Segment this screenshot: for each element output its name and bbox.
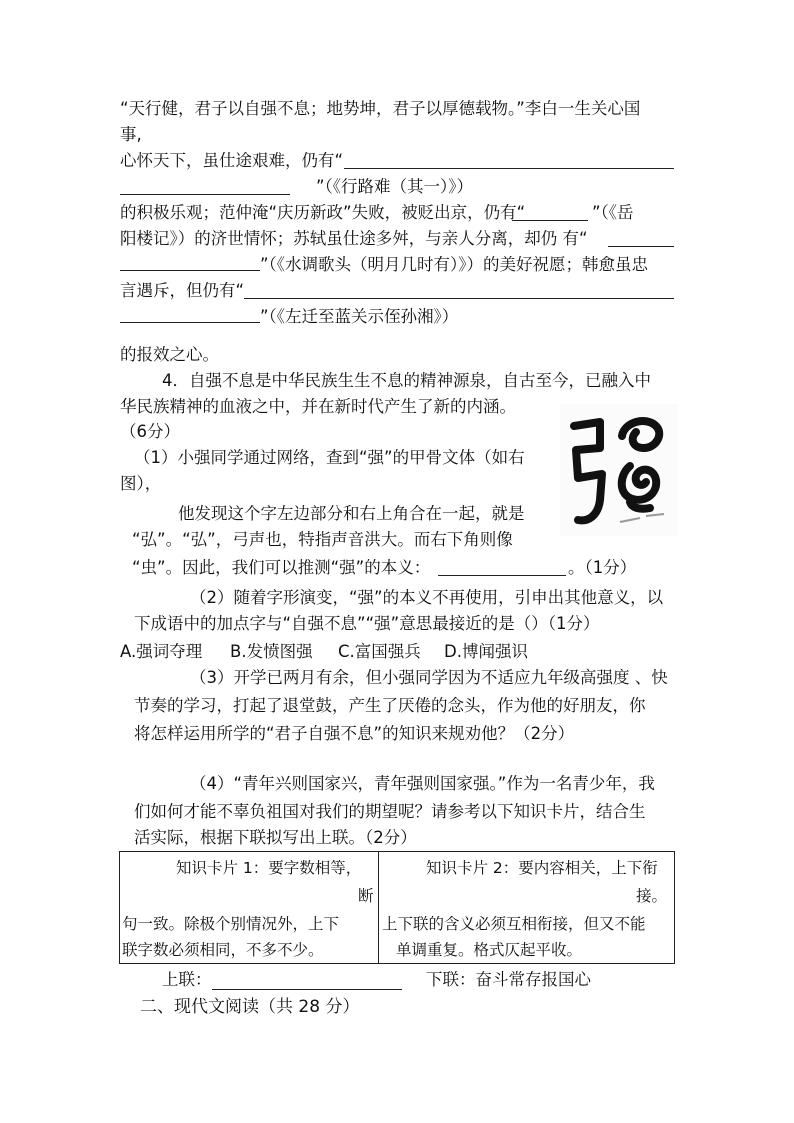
q3-line-2: 事, <box>120 125 142 144</box>
q3-line-1: “天行健，君子以自强不息；地势坤，君子以厚德载物。”李白一生关心国 <box>120 99 641 118</box>
answer-blank-han-yu-2[interactable] <box>120 322 260 323</box>
q4-part3-line-2: 节奏的学习，打起了退堂鼓，产生了厌倦的念头，作为他的好朋友，你 <box>134 696 646 715</box>
answer-blank-su-shi-2[interactable] <box>120 270 260 271</box>
card2-line-4: 单调重复。格式仄起平收。 <box>396 941 583 959</box>
q3-line-6: 阳楼记》）的济世情怀；苏轼虽仕途多舛，与亲人分离，却仍 有“ <box>120 229 588 248</box>
q4-part3-line-3: 将怎样运用所学的“君子自强不息”的知识来规劝他？（2分） <box>134 724 575 743</box>
q4-intro-line-2: 华民族精神的血液之中，并在新时代产生了新的内涵。 <box>120 397 516 416</box>
q3-line-4-tail: ”（《行路难（其一）》） <box>316 177 474 196</box>
answer-blank-li-bai-2[interactable] <box>120 194 290 195</box>
q4-part2-line-2: 下成语中的加点字与“自强不息”“强”意思最接近的是（）（1分） <box>134 614 600 633</box>
q4-part1-score: 。（1分） <box>568 558 637 577</box>
q4-part4-line-2: 们如何才能不辜负祖国对我们的期望呢？请参考以下知识卡片，结合生 <box>134 802 646 821</box>
q4-part3-line-1: （3）开学已两月有余，但小强同学因为不适应九年级高强度 、快 <box>190 668 668 687</box>
q4-part1-line-5: “虫”。因此，我们可以推测“强”的本义： <box>132 558 431 577</box>
q3-line-9-tail: ”（《左迁至蓝关示侄孙湘》） <box>260 307 459 326</box>
card2-line-2: 接。 <box>636 887 668 905</box>
card1-line-4: 联字数必须相同，不多不少。 <box>122 941 324 959</box>
q4-intro-line-1: 4．自强不息是中华民族生生不息的精神源泉，自古至今，已融入中 <box>162 371 651 390</box>
q3-line-5-tail: ”（《岳 <box>592 203 634 222</box>
option-c[interactable]: C.富国强兵 <box>338 642 421 661</box>
q3-line-10: 的报效之心。 <box>120 345 219 364</box>
upper-couplet-label: 上联： <box>162 970 212 989</box>
q3-line-8: 言遇斥，但仍有“ <box>120 281 245 300</box>
option-d[interactable]: D.博闻强识 <box>444 642 528 661</box>
answer-blank-fan-zhongyan[interactable] <box>512 220 588 221</box>
option-b[interactable]: B.发愤图强 <box>230 642 313 661</box>
card1-line-2: 断 <box>358 887 374 905</box>
answer-blank-su-shi-1[interactable] <box>608 246 674 247</box>
answer-blank-li-bai-1[interactable] <box>344 168 674 169</box>
q4-part1-line-3: 他发现这个字左边部分和右上角合在一起，就是 <box>178 504 525 523</box>
card1-line-1: 知识卡片 1：要字数相等， <box>176 859 362 877</box>
q4-part1-line-4: “弘”。“弘”，弓声也，特指声音洪大。而右下角则像 <box>132 530 513 549</box>
card1-line-3: 句一致。除极个别情况外，上下 <box>122 915 340 933</box>
q4-part4-line-3: 活实际，根据下联拟写出上联。（2分） <box>134 828 417 847</box>
lower-couplet-text: 下联：奋斗常存报国心 <box>426 970 591 989</box>
oracle-bone-character-image <box>560 404 678 536</box>
q4-part1-line-2: 图）， <box>120 474 162 493</box>
q3-line-3: 心怀天下，虽仕途艰难，仍有“ <box>120 151 344 170</box>
card2-line-1: 知识卡片 2：要内容相关，上下衔 <box>426 859 658 877</box>
q4-score: （6分） <box>120 422 180 441</box>
option-a[interactable]: A.强词夺理 <box>120 642 203 661</box>
answer-blank-upper-couplet[interactable] <box>212 989 402 990</box>
q4-part2-line-1: （2）随着字形演变，“强”的本义不再使用，引申出其他意义，以 <box>190 588 664 607</box>
q3-line-7-tail: ”（《水调歌头（明月几时有）》）的美好祝愿；韩愈虽忠 <box>260 255 649 274</box>
card2-line-3: 上下联的含义必须互相衔接，但又不能 <box>382 915 646 933</box>
q4-part1-line-1: （1）小强同学通过网络，查到“强”的甲骨文体（如右 <box>134 448 525 467</box>
answer-blank-han-yu-1[interactable] <box>244 298 674 299</box>
table-divider <box>378 852 379 963</box>
q4-part4-line-1: （4）“青年兴则国家兴，青年强则国家强。”作为一名青少年，我 <box>190 774 655 793</box>
section-2-title: 二、现代文阅读（共 28 分） <box>140 997 360 1017</box>
q3-line-5: 的积极乐观；范仲淹“庆历新政”失败，被贬出京，仍有“ <box>120 203 526 222</box>
knowledge-card-table <box>119 851 675 964</box>
answer-blank-original-meaning[interactable] <box>438 575 566 576</box>
